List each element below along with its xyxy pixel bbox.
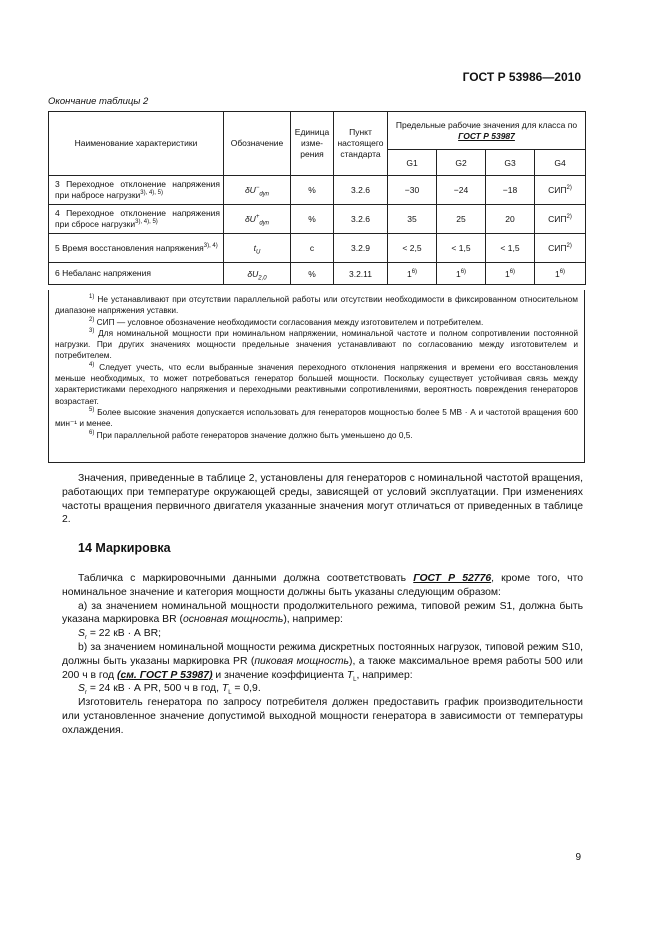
item-a [62, 600, 583, 628]
row-clause: 3.2.9 [334, 234, 388, 263]
footnote-text: Более высокие значения допускается использовать для генераторов мощностью более 5 МВ · А и частотой вращения 600 мин⁻¹ и менее. [55, 406, 578, 429]
section-title: 14 Маркировка [78, 541, 171, 555]
row-symbol [224, 176, 291, 205]
footnote [55, 362, 578, 407]
row-g4 [535, 176, 586, 205]
symbol-base: t [253, 243, 257, 253]
row-name [49, 205, 224, 234]
row-g1: −30 [388, 176, 437, 205]
row-unit: % [291, 205, 334, 234]
symbol-sub: U [256, 249, 261, 256]
g4-sup: 2) [566, 185, 572, 192]
footnote [55, 407, 578, 430]
header-symbol: Обозначение [224, 112, 291, 176]
row-g2: < 1,5 [437, 234, 486, 263]
header-class-g3: G3 [486, 150, 535, 176]
g2-value: 1 [455, 268, 461, 279]
g4-sup: 2) [566, 243, 572, 250]
row-symbol [224, 234, 291, 263]
row-g1: < 2,5 [388, 234, 437, 263]
symbol-sub: 2,0 [258, 275, 267, 282]
g4-value: 1 [554, 268, 560, 279]
page-number: 9 [575, 852, 581, 863]
text: а) за значением номинальной мощности продолжительного режима, типовой режим S1, должна быть указана маркировка BR ( [62, 600, 583, 626]
g3-sup: 6) [509, 268, 516, 275]
row-g3: −18 [486, 176, 535, 205]
row-name [49, 263, 224, 285]
g4-value: СИП [548, 214, 567, 224]
text: = 0,9. [231, 683, 261, 695]
footnote-mark: 3) [89, 328, 95, 335]
g3-value: 1 [504, 268, 510, 279]
symbol: T [221, 683, 229, 695]
header-class-g4: G4 [535, 150, 586, 176]
row-g2 [437, 263, 486, 285]
row-unit: % [291, 176, 334, 205]
text: = 22 кВ · А BR; [86, 628, 162, 640]
row-g1 [388, 263, 437, 285]
marking-intro [62, 572, 583, 600]
row-g3 [486, 263, 535, 285]
row-g3: 20 [486, 205, 535, 234]
example-1 [62, 627, 583, 641]
row-g2: 25 [437, 205, 486, 234]
footnote [55, 328, 578, 362]
document-header: ГОСТ Р 53986—2010 [462, 70, 581, 84]
marking-final: Изготовитель генератора по запросу потребителя должен предоставить график производительности или установленное значение допустимой выходной мощности генератора в зависимости от температуры охлаждения. [62, 697, 583, 736]
row-g2: −24 [437, 176, 486, 205]
g4-value: СИП [548, 243, 567, 253]
header-limits-link[interactable]: ГОСТ Р 53987 [458, 130, 515, 141]
symbol-sub: L [228, 690, 232, 697]
row-name-text: 4 Переходное отклонение напряжения при сбросе нагрузки [55, 208, 220, 229]
row-clause: 3.2.6 [334, 205, 388, 234]
footnote-text: Следует учесть, что если выбранные значения переходного отклонения напряжения и времени его восстановления меньше необходимых, то может потребоваться генератор большей мощности. Поскольку существует устойчивая связь между характеристиками переходного напряжения и переходными реактивными сопротивлениями, вероятность повреждения генераторов возрастает. [55, 361, 578, 406]
row-g4 [535, 234, 586, 263]
text: = 24 кВ · А PR, 500 ч в год, [86, 683, 222, 695]
row-symbol [224, 263, 291, 285]
text: и значение коэффициента [212, 669, 347, 681]
footnote-mark: 4) [89, 362, 95, 369]
header-class-g1: G1 [388, 150, 437, 176]
footnote [55, 430, 578, 441]
footnote [55, 317, 578, 328]
g4-value: СИП [548, 185, 567, 195]
footnote [55, 294, 578, 317]
gost-52776-link[interactable]: ГОСТ Р 52776 [413, 573, 492, 584]
symbol-sub: dyn [259, 220, 270, 227]
row-symbol [224, 205, 291, 234]
characteristics-table [48, 111, 586, 285]
row-name-sup: 3), 4) [203, 242, 218, 249]
text: ), а также максимальное время работы 500 или 200 ч в год [62, 655, 583, 681]
symbol-sup: + [255, 214, 260, 221]
row-name-text: 3 Переходное отклонение напряжения при набросе нагрузки [55, 179, 220, 200]
symbol: T [346, 669, 354, 681]
header-class-g2: G2 [437, 150, 486, 176]
text: Табличка с маркировочными данными должна соответствовать [78, 573, 407, 584]
header-limits [388, 112, 586, 150]
g4-sup: 2) [566, 214, 572, 221]
g2-sup: 6) [460, 268, 467, 275]
row-g3: < 1,5 [486, 234, 535, 263]
table-row [49, 205, 586, 234]
row-g4 [535, 205, 586, 234]
footnote-mark: 2) [89, 316, 95, 323]
marking-section [62, 572, 583, 738]
symbol-sub: r [84, 690, 87, 697]
table-footnotes [48, 290, 585, 463]
table-caption: Окончание таблицы 2 [48, 96, 149, 107]
row-name-text: 6 Небаланс напряжения [55, 268, 151, 278]
row-name [49, 176, 224, 205]
symbol-base: δU [244, 214, 256, 224]
item-b [62, 641, 583, 682]
row-unit: % [291, 263, 334, 285]
symbol: S [78, 628, 85, 640]
symbol-base: δU [244, 185, 256, 195]
footnote-text: Для номинальной мощности при номинальном напряжении, номинальной частоте и полном сопротивлении постоянной нагрузки. При других значениях мощности предельные значения устанавливают по согласованию между изготовителем и потребителем. [55, 327, 578, 361]
row-name [49, 234, 224, 263]
symbol-sub: L [353, 676, 357, 683]
symbol-sub: r [84, 635, 87, 642]
emphasis: пиковая мощность [254, 655, 349, 667]
row-clause: 3.2.6 [334, 176, 388, 205]
symbol-sub: dyn [259, 191, 270, 198]
row-name-sup: 3), 4), 5) [135, 219, 158, 226]
text: , например: [356, 669, 413, 681]
footnote-mark: 5) [89, 407, 95, 414]
row-g4 [535, 263, 586, 285]
row-unit: с [291, 234, 334, 263]
text: b) за значением номинальной мощности режима дискретных постоянных нагрузок, типовой режим S10, должны быть указаны маркировка PR ( [62, 641, 583, 667]
example-2 [62, 682, 583, 696]
footnote-text: СИП — условное обозначение необходимости согласования между изготовителем и потребителем. [96, 316, 484, 327]
row-clause: 3.2.11 [334, 263, 388, 285]
table-row [49, 234, 586, 263]
paragraph-values [62, 472, 583, 527]
g1-sup: 6) [411, 268, 418, 275]
header-limits-text: Предельные рабочие значения для класса по [395, 119, 578, 130]
emphasis: основная мощность [182, 614, 284, 626]
header-clause: Пункт настоящего стандарта [334, 112, 388, 176]
text: ), например: [283, 614, 343, 626]
g4-sup: 6) [559, 268, 566, 275]
text: , кроме того, что номинальное значение и категория мощности должны быть указаны следующим образом: [62, 573, 583, 598]
footnote-mark: 6) [89, 429, 95, 436]
row-name-sup: 3), 4), 5) [140, 190, 163, 197]
table-row [49, 263, 586, 285]
paragraph-text: Значения, приведенные в таблице 2, установлены для генераторов с номинальной частотой вращения, работающих при температуре окружающей среды, зависящей от условий эксплуатации. При изменениях частоты вращения первичного двигателя указанные значения могут отличаться от приведенных в таблице 2. [62, 473, 583, 526]
symbol-sup: − [255, 185, 260, 192]
row-name-text: 5 Время восстановления напряжения [55, 242, 204, 253]
footnote-text: При параллельной работе генераторов значение должно быть уменьшено до 0,5. [96, 429, 413, 440]
footnote-mark: 1) [89, 294, 95, 301]
footnote-text: Не устанавливают при отсутствии параллельной работы или отсутствии необходимости в фиксированном относительном диапазоне напряжения уставки. [55, 294, 578, 316]
gost-53987-link[interactable]: (см. ГОСТ Р 53987) [117, 669, 213, 681]
symbol: S [78, 683, 85, 695]
g1-value: 1 [406, 268, 412, 279]
header-unit: Единица изме-рения [291, 112, 334, 176]
symbol-base: δU [247, 268, 259, 279]
header-name: Наименование характеристики [49, 112, 224, 176]
table-row [49, 176, 586, 205]
row-g1: 35 [388, 205, 437, 234]
